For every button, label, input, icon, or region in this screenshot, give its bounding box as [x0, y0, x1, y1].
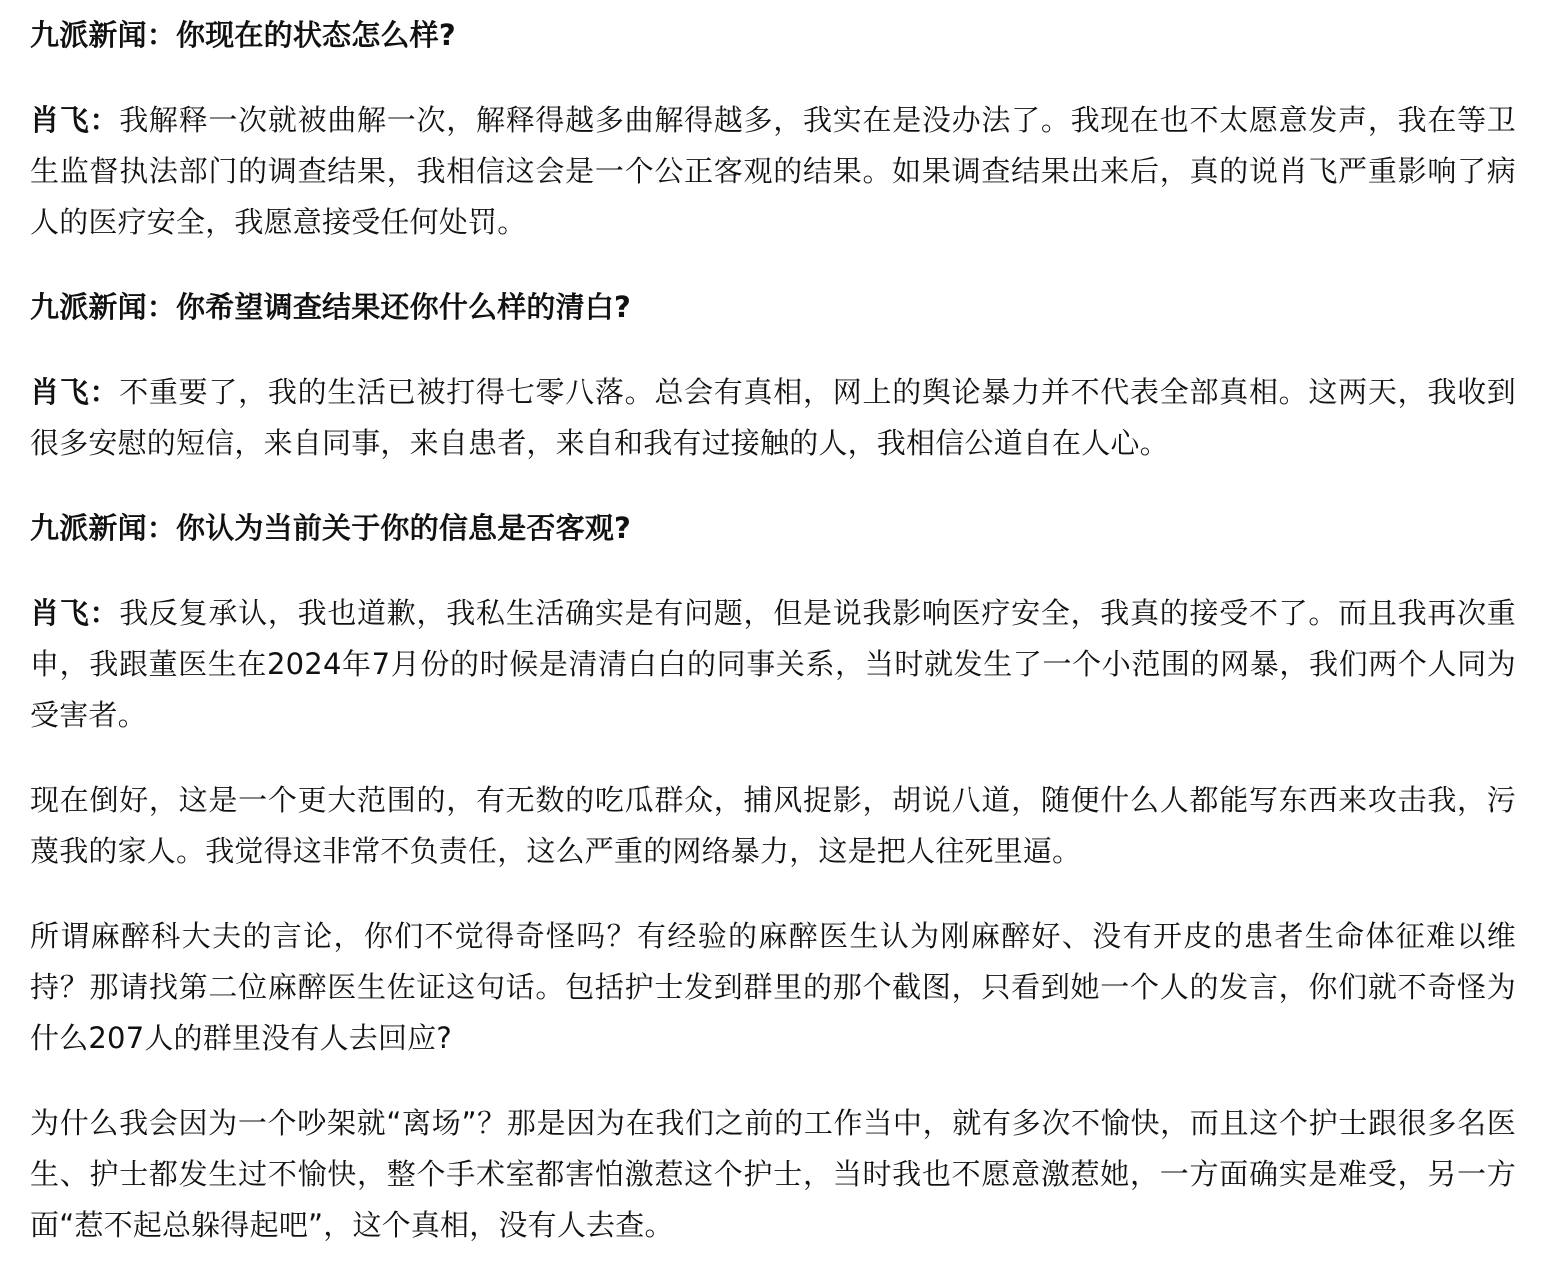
- speaker-label: 肖飞：: [30, 596, 120, 630]
- body-paragraph: 为什么我会因为一个吵架就“离场”？那是因为在我们之前的工作当中，就有多次不愉快，而且这个护士跟很多名医生、护士都发生过不愉快，整个手术室都害怕激惹这个护士，当时我也不愿意激惹她，一方面确实是难受，另一方面“惹不起总躲得起吧”，这个真相，没有人去查。: [30, 1106, 1516, 1242]
- answer-paragraph: [30, 588, 1516, 741]
- question-text: 你认为当前关于你的信息是否客观?: [176, 511, 632, 545]
- speaker-label: 肖飞：: [30, 103, 120, 137]
- speaker-label: 九派新闻：: [30, 511, 177, 545]
- body-paragraph: 所谓麻醉科大夫的言论，你们不觉得奇怪吗？有经验的麻醉医生认为刚麻醉好、没有开皮的患者生命体征难以维持？那请找第二位麻醉医生佐证这句话。包括护士发到群里的那个截图，只看到她一个人的发言，你们就不奇怪为什么207人的群里没有人去回应?: [30, 919, 1516, 1055]
- speaker-label: 九派新闻：: [30, 18, 177, 52]
- answer-paragraph: [30, 367, 1516, 469]
- answer-paragraph: [30, 95, 1516, 248]
- speaker-label: 九派新闻：: [30, 290, 177, 324]
- speaker-label: 肖飞：: [30, 375, 120, 409]
- answer-text: 不重要了，我的生活已被打得七零八落。总会有真相，网上的舆论暴力并不代表全部真相。这两天，我收到很多安慰的短信，来自同事，来自患者，来自和我有过接触的人，我相信公道自在人心。: [30, 375, 1516, 460]
- answer-text: 我解释一次就被曲解一次，解释得越多曲解得越多，我实在是没办法了。我现在也不太愿意发声，我在等卫生监督执法部门的调查结果，我相信这会是一个公正客观的结果。如果调查结果出来后，真的说肖飞严重影响了病人的医疗安全，我愿意接受任何处罚。: [30, 103, 1516, 239]
- question-paragraph: [30, 503, 1516, 554]
- question-text: 你现在的状态怎么样?: [176, 18, 456, 52]
- body-paragraph: 现在倒好，这是一个更大范围的，有无数的吃瓜群众，捕风捉影，胡说八道，随便什么人都能写东西来攻击我，污蔑我的家人。我觉得这非常不负责任，这么严重的网络暴力，这是把人往死里逼。: [30, 783, 1516, 868]
- answer-text: 我反复承认，我也道歉，我私生活确实是有问题，但是说我影响医疗安全，我真的接受不了。而且我再次重申，我跟董医生在2024年7月份的时候是清清白白的同事关系，当时就发生了一个小范围的网暴，我们两个人同为受害者。: [30, 596, 1516, 732]
- question-paragraph: [30, 282, 1516, 333]
- question-paragraph: [30, 10, 1516, 61]
- question-text: 你希望调查结果还你什么样的清白?: [176, 290, 632, 324]
